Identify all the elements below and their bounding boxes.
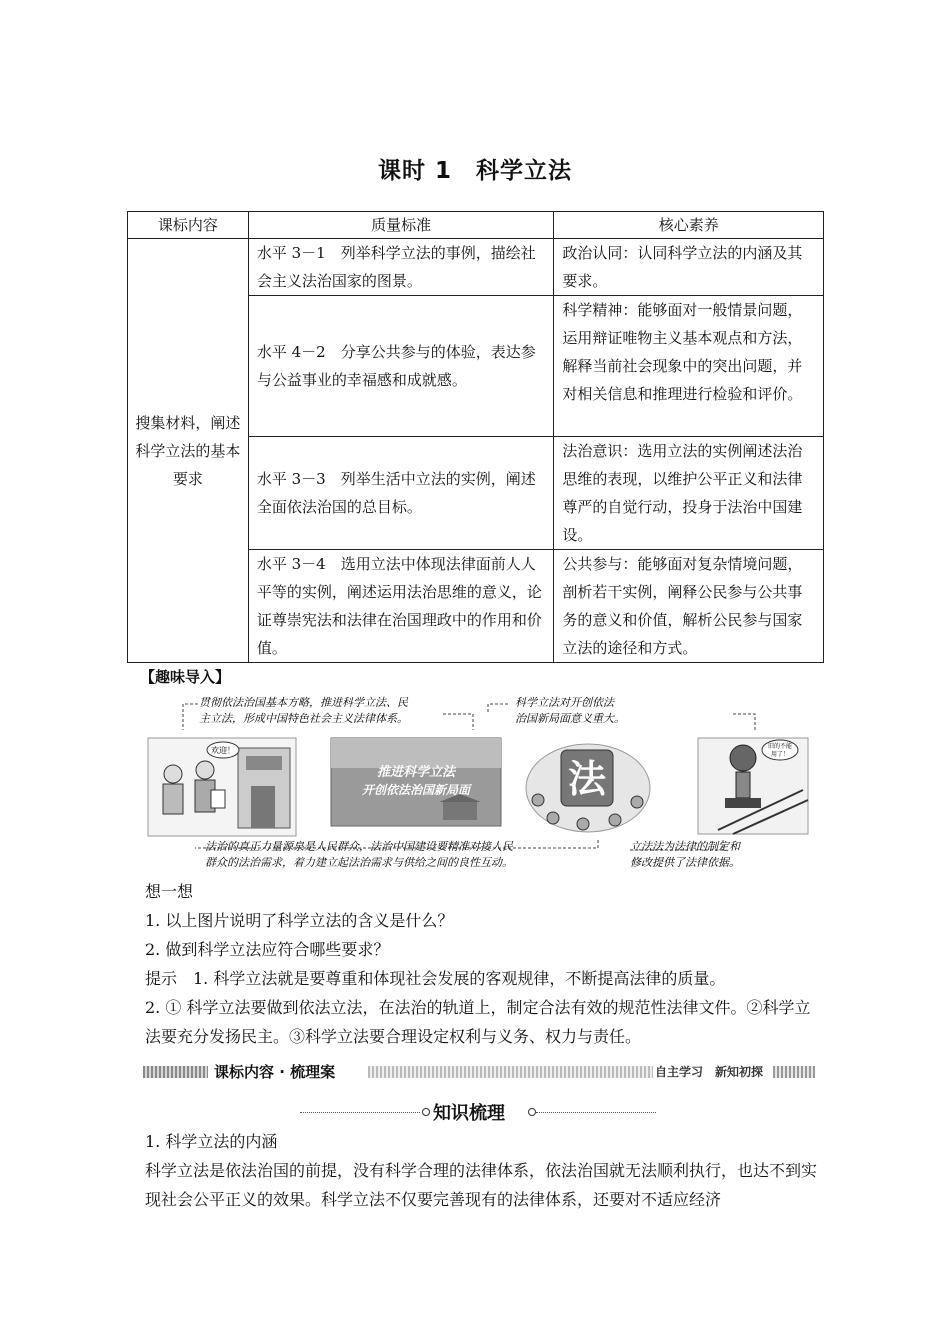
speech-bubble: 欢迎！ (211, 746, 235, 755)
arrow-icon (733, 714, 755, 730)
panel-poster-icon (331, 738, 501, 826)
caption-bottom-left: 法治的真正力量源泉是人民群众，法治中国建设要精准对接人民 (205, 840, 513, 853)
content-cell: 搜集材料，阐述科学立法的基本要求 (128, 239, 249, 663)
knowledge-title: 知识梳理 (433, 1103, 505, 1124)
arrow-icon (443, 714, 473, 730)
think-question: 1. 以上图片说明了科学立法的含义是什么？ (145, 911, 454, 930)
knowledge-heading (300, 1099, 656, 1125)
panel-people-icon (148, 738, 296, 836)
caption-top-right: 科学立法对开创依法 (515, 696, 614, 709)
panel-fa-icon (526, 744, 650, 832)
literacy-cell: 公共参与：能够面对复杂情境问题，剖析若干实例，阐释公民参与公共事务的意义和价值，解析公民参与国家立法的途径和方式。 (554, 550, 824, 663)
think-hint: 提示 1. 科学立法就是要尊重和体现社会发展的客观规律，不断提高法律的质量。 (145, 969, 726, 988)
quality-cell: 水平 3－4 选用立法中体现法律面前人人平等的实例，阐述运用法治思维的意义，论证尊崇宪法和法律在治国理政中的作用和价值。 (248, 550, 554, 663)
section-banner (143, 1062, 815, 1082)
knowledge-item-title: 1. 科学立法的内涵 (145, 1132, 278, 1151)
fa-text: 法 (567, 757, 607, 801)
quality-cell: 水平 3－3 列举生活中立法的实例，阐述全面依法治国的总目标。 (248, 437, 554, 550)
speech-bubble: 旧的不能 (767, 743, 793, 750)
intro-label: 【趣味导入】 (140, 668, 231, 686)
dotted-line (300, 1112, 420, 1113)
speech-bubble: 用了！ (770, 751, 790, 758)
table-header: 质量标准 (248, 212, 554, 239)
think-question: 2. 做到科学立法应符合哪些要求？ (145, 940, 390, 959)
table-header: 课标内容 (128, 212, 249, 239)
intro-cartoon (143, 690, 813, 870)
caption-bottom-right: 修改提供了法律依据。 (630, 856, 740, 869)
page-title: 课时 1 科学立法 (377, 158, 572, 184)
table-row (128, 239, 824, 296)
dotted-line (536, 1112, 656, 1113)
caption-top-left: 贯彻依法治国基本方略，推进科学立法、民 (199, 696, 408, 709)
table-header-row (128, 212, 824, 239)
literacy-cell: 政治认同：认同科学立法的内涵及其要求。 (554, 239, 824, 296)
caption-bottom-left: 群众的法治需求，着力建立起法治需求与供给之间的良性互动。 (205, 856, 513, 869)
think-heading: 想一想 (145, 882, 194, 901)
banner-stripe (368, 1066, 653, 1078)
knowledge-paragraph: 科学立法是依法治国的前提，没有科学合理的法律体系，依法治国就无法顺利执行，也达不到实现社会公平正义的效果。科学立法不仅要完善现有的法律体系，还要对不适应经济 (145, 1161, 818, 1209)
literacy-cell: 法治意识：选用立法的实例阐述法治思维的表现，以维护公平正义和法律尊严的自觉行动，投身于法治中国建设。 (554, 437, 824, 550)
quality-cell: 水平 4－2 分享公共参与的体验，表达参与公益事业的幸福感和成就感。 (248, 296, 554, 437)
literacy-cell: 科学精神：能够面对一般情景问题，运用辩证唯物主义基本观点和方法，解释当前社会现象中的突出问题，并对相关信息和推理进行检验和评价。 (554, 296, 824, 437)
arrow-icon (488, 704, 508, 714)
circle-icon (422, 1108, 430, 1116)
curriculum-table (127, 211, 824, 663)
caption-top-right: 治国新局面意义重大。 (515, 712, 625, 725)
poster-text: 开创依法治国新局面 (361, 783, 471, 797)
banner-stripe (143, 1066, 208, 1078)
table-header: 核心素养 (554, 212, 824, 239)
banner-stripe (773, 1066, 815, 1078)
caption-bottom-right: 立法法为法律的制定和 (630, 840, 740, 853)
banner-subtitle: 自主学习 新知初探 (655, 1065, 764, 1079)
arrow-icon (183, 704, 198, 730)
panel-track-icon (698, 738, 808, 834)
circle-icon (528, 1108, 536, 1116)
poster-text: 推进科学立法 (376, 765, 456, 780)
quality-cell: 水平 3－1 列举科学立法的事例，描绘社会主义法治国家的图景。 (248, 239, 554, 296)
think-hint: 2. ① 科学立法要做到依法立法，在法治的轨道上，制定合法有效的规范性法律文件。②科学立法要充分发扬民主。③科学立法要合理设定权利与义务、权力与责任。 (145, 998, 811, 1046)
caption-top-left: 主立法，形成中国特色社会主义法律体系。 (199, 712, 408, 725)
banner-title: 课标内容 · 梳理案 (211, 1061, 338, 1082)
